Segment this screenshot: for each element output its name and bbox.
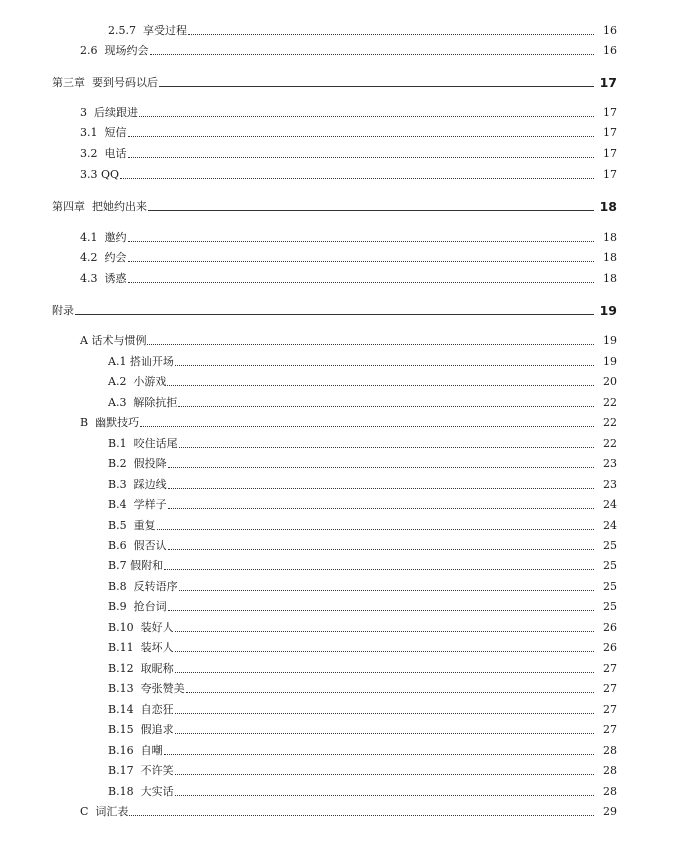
toc-dot-leader — [157, 529, 594, 530]
toc-page-number: 17 — [603, 168, 617, 181]
toc-dot-leader — [188, 34, 594, 35]
toc-entry[interactable] — [80, 332, 617, 348]
toc-entry[interactable] — [108, 435, 617, 451]
toc-entry[interactable] — [80, 104, 617, 120]
toc-page-number: 23 — [603, 478, 617, 491]
toc-entry-label: B 幽默技巧 — [80, 416, 140, 429]
toc-dot-leader — [175, 713, 594, 714]
toc-entry[interactable] — [80, 229, 617, 245]
toc-entry[interactable] — [108, 598, 617, 614]
toc-entry-label: 2.5.7 享受过程 — [108, 24, 187, 37]
toc-entry[interactable] — [108, 680, 617, 696]
toc-entry-label: B.4 学样子 — [108, 498, 167, 511]
toc-dot-leader — [175, 774, 594, 775]
toc-dot-leader — [120, 178, 594, 179]
toc-entry-label: A.1 搭讪开场 — [108, 355, 174, 368]
toc-page-number: 27 — [603, 662, 617, 675]
toc-entry-label: 4.1 邀约 — [80, 231, 127, 244]
toc-dot-leader — [175, 672, 594, 673]
toc-entry[interactable] — [108, 762, 617, 778]
toc-entry[interactable] — [108, 619, 617, 635]
toc-page-number: 27 — [603, 723, 617, 736]
toc-dot-leader — [175, 365, 594, 366]
toc-entry[interactable] — [80, 145, 617, 161]
toc-entry[interactable] — [80, 166, 617, 182]
toc-entry-label: B.2 假投降 — [108, 457, 167, 470]
toc-entry-label: 第四章 把她约出来 — [52, 200, 147, 213]
toc-entry[interactable] — [108, 742, 617, 758]
toc-entry[interactable] — [108, 517, 617, 533]
toc-entry[interactable] — [80, 124, 617, 140]
toc-entry-label: B.1 咬住话尾 — [108, 437, 178, 450]
toc-entry-label: 第三章 要到号码以后 — [52, 76, 158, 89]
toc-entry-label: B.17 不许笑 — [108, 764, 174, 777]
toc-entry[interactable] — [108, 639, 617, 655]
toc-dot-leader — [168, 610, 594, 611]
toc-page-number: 28 — [603, 785, 617, 798]
toc-entry-label: C 词汇表 — [80, 805, 129, 818]
toc-entry-label: 2.6 现场约会 — [80, 44, 149, 57]
toc-entry-label: B.10 装好人 — [108, 621, 174, 634]
toc-entry[interactable] — [108, 22, 617, 38]
toc-page-number: 18 — [603, 251, 617, 264]
toc-page-number: 28 — [603, 744, 617, 757]
toc-chapter-entry[interactable] — [52, 74, 617, 90]
toc-entry[interactable] — [80, 42, 617, 58]
toc-entry-label: B.8 反转语序 — [108, 580, 178, 593]
toc-page-number: 26 — [603, 621, 617, 634]
toc-entry[interactable] — [108, 496, 617, 512]
toc-dot-leader — [168, 508, 594, 509]
toc-entry[interactable] — [80, 270, 617, 286]
toc-entry[interactable] — [80, 803, 617, 819]
toc-dot-leader — [148, 210, 594, 211]
toc-entry-label: B.5 重复 — [108, 519, 156, 532]
toc-entry-label: B.13 夸张赞美 — [108, 682, 185, 695]
toc-dot-leader — [139, 116, 594, 117]
toc-entry[interactable] — [108, 476, 617, 492]
toc-entry[interactable] — [108, 701, 617, 717]
toc-entry-label: B.14 自恋狂 — [108, 703, 174, 716]
toc-entry[interactable] — [108, 373, 617, 389]
toc-dot-leader — [168, 549, 594, 550]
toc-entry-label: A.3 解除抗拒 — [108, 396, 178, 409]
toc-dot-leader — [164, 754, 594, 755]
toc-entry-label: A 话术与惯例 — [80, 334, 147, 347]
toc-chapter-entry[interactable] — [52, 302, 617, 318]
toc-page-number: 28 — [603, 764, 617, 777]
toc-page-number: 25 — [603, 580, 617, 593]
toc-entry[interactable] — [108, 557, 617, 573]
toc-entry[interactable] — [108, 394, 617, 410]
toc-entry-label: A.2 小游戏 — [108, 375, 167, 388]
toc-dot-leader — [75, 314, 594, 315]
toc-page-number: 24 — [603, 498, 617, 511]
toc-page-number: 17 — [599, 75, 617, 90]
toc-entry-label: B.3 踩边线 — [108, 478, 167, 491]
toc-page-number: 24 — [603, 519, 617, 532]
toc-page-number: 17 — [603, 106, 617, 119]
toc-dot-leader — [175, 733, 594, 734]
toc-entry[interactable] — [108, 578, 617, 594]
toc-dot-leader — [128, 157, 595, 158]
toc-dot-leader — [128, 136, 595, 137]
toc-entry-label: B.6 假否认 — [108, 539, 167, 552]
toc-page-number: 26 — [603, 641, 617, 654]
toc-page-number: 19 — [603, 355, 617, 368]
toc-entry-label: B.12 取昵称 — [108, 662, 174, 675]
toc-page-number: 27 — [603, 703, 617, 716]
toc-entry[interactable] — [80, 414, 617, 430]
toc-dot-leader — [168, 488, 594, 489]
toc-entry-label: 3.3 QQ — [80, 168, 120, 181]
toc-page-number: 22 — [603, 416, 617, 429]
toc-dot-leader — [178, 406, 594, 407]
toc-entry[interactable] — [108, 455, 617, 471]
toc-entry[interactable] — [108, 660, 617, 676]
toc-entry-label: 4.2 约会 — [80, 251, 127, 264]
toc-dot-leader — [159, 86, 594, 87]
toc-entry-label: B.16 自嘲 — [108, 744, 163, 757]
toc-entry-label: 3.1 短信 — [80, 126, 127, 139]
toc-page-number: 18 — [603, 272, 617, 285]
toc-entry[interactable] — [108, 783, 617, 799]
toc-entry-label: B.7 假附和 — [108, 559, 164, 572]
toc-page-number: 19 — [603, 334, 617, 347]
toc-entry-label: B.11 装坏人 — [108, 641, 174, 654]
toc-entry-label: 3.2 电话 — [80, 147, 127, 160]
toc-dot-leader — [128, 261, 595, 262]
toc-dot-leader — [128, 282, 595, 283]
toc-dot-leader — [150, 54, 595, 55]
toc-dot-leader — [175, 631, 594, 632]
toc-chapter-entry[interactable] — [52, 198, 617, 214]
toc-dot-leader — [167, 385, 594, 386]
toc-entry[interactable] — [108, 721, 617, 737]
toc-entry-label: B.18 大实话 — [108, 785, 174, 798]
toc-dot-leader — [140, 426, 594, 427]
toc-dot-leader — [129, 815, 594, 816]
toc-entry-label: B.15 假追求 — [108, 723, 174, 736]
toc-page-number: 18 — [603, 231, 617, 244]
toc-page-number: 17 — [603, 147, 617, 160]
toc-entry-label: 附录 — [52, 304, 74, 317]
toc-page-number: 16 — [603, 24, 617, 37]
toc-dot-leader — [164, 569, 594, 570]
toc-dot-leader — [147, 344, 594, 345]
toc-dot-leader — [179, 590, 594, 591]
toc-page-number: 29 — [603, 805, 617, 818]
toc-page-number: 23 — [603, 457, 617, 470]
toc-page-number: 20 — [603, 375, 617, 388]
toc-page-number: 19 — [599, 303, 617, 318]
toc-dot-leader — [168, 467, 594, 468]
toc-page-number: 22 — [603, 437, 617, 450]
toc-page-number: 25 — [603, 600, 617, 613]
toc-entry[interactable] — [80, 249, 617, 265]
toc-dot-leader — [179, 447, 594, 448]
toc-dot-leader — [186, 692, 594, 693]
toc-dot-leader — [128, 241, 595, 242]
toc-dot-leader — [175, 795, 594, 796]
toc-page-number: 18 — [599, 199, 617, 214]
toc-page-number: 16 — [603, 44, 617, 57]
toc-dot-leader — [175, 651, 594, 652]
toc-entry-label: 3 后续跟进 — [80, 106, 138, 119]
toc-page-number: 25 — [603, 539, 617, 552]
toc-page-number: 22 — [603, 396, 617, 409]
toc-entry[interactable] — [108, 353, 617, 369]
toc-page-number: 27 — [603, 682, 617, 695]
toc-page-number: 17 — [603, 126, 617, 139]
toc-entry-label: B.9 抢台词 — [108, 600, 167, 613]
toc-entry-label: 4.3 诱惑 — [80, 272, 127, 285]
toc-entry[interactable] — [108, 537, 617, 553]
toc-page-number: 25 — [603, 559, 617, 572]
